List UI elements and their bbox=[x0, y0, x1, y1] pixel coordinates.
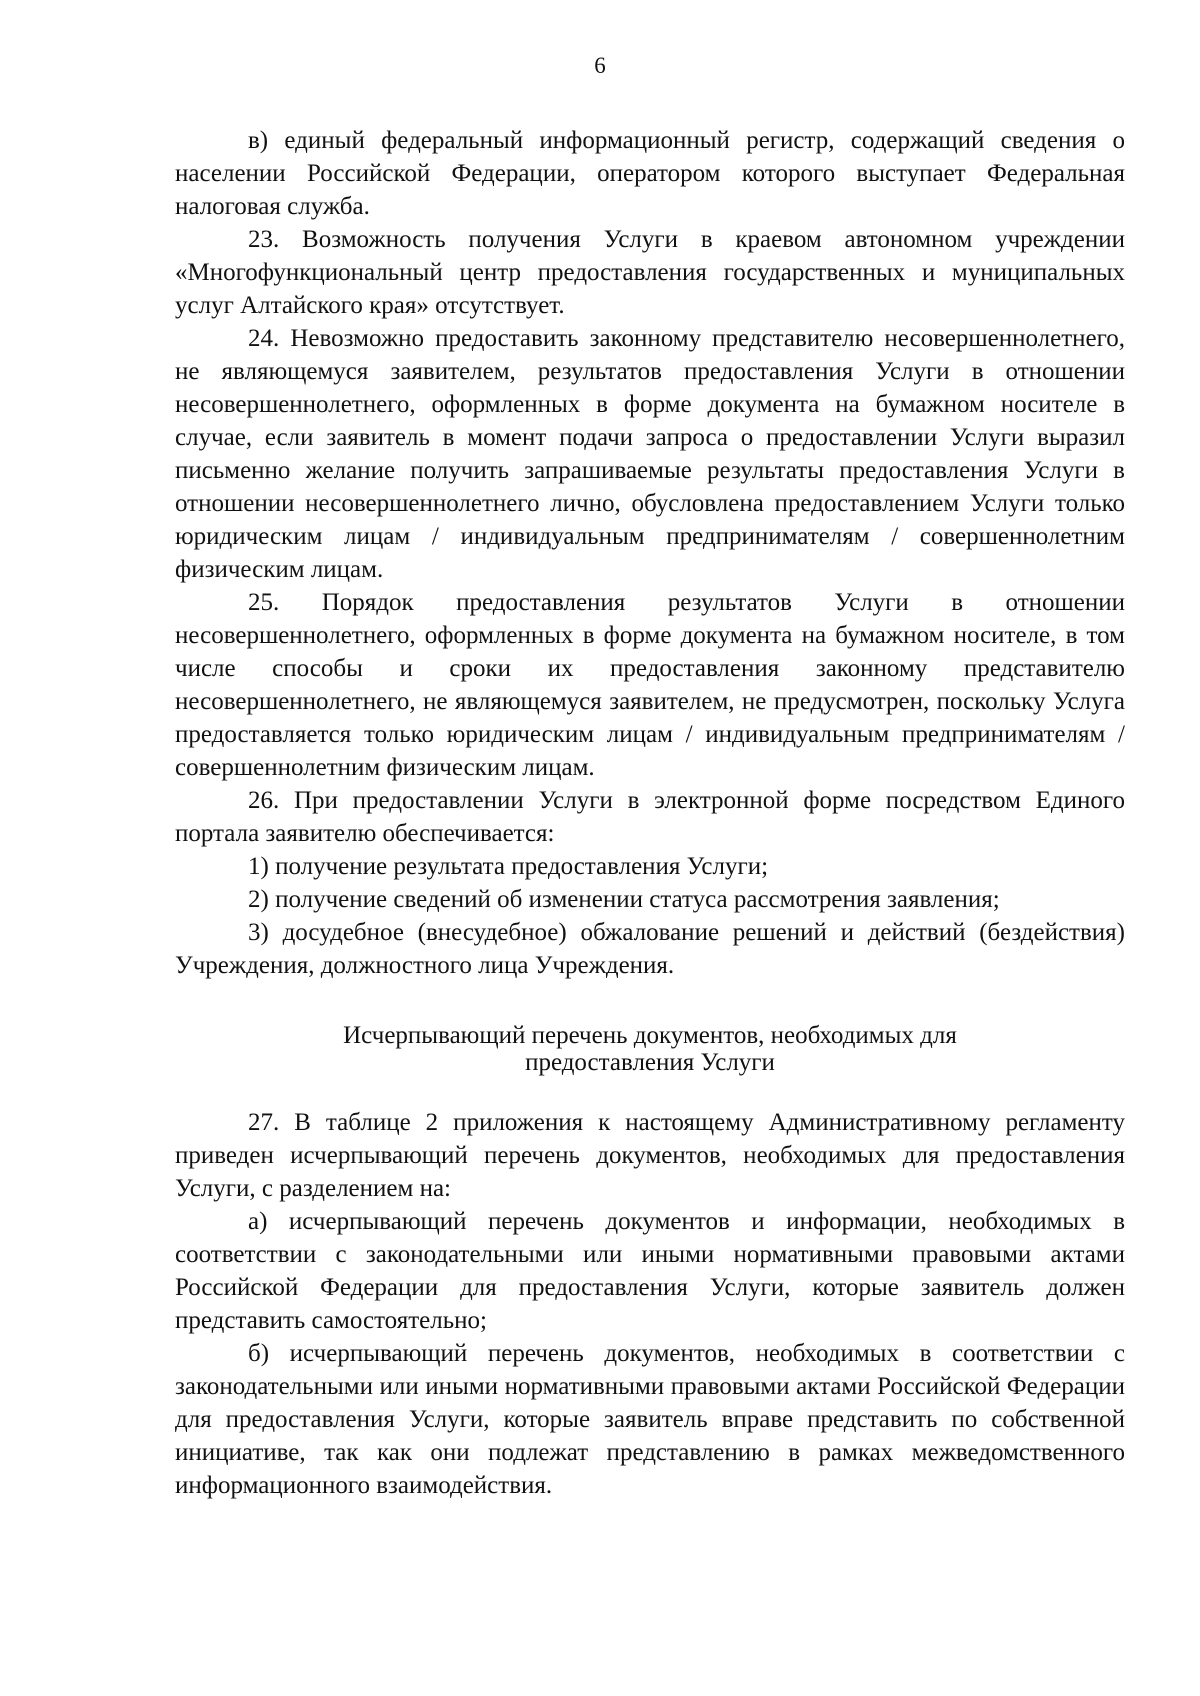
paragraph-24: 24. Невозможно предоставить законному представителю несовершеннолетнего, не являющемуся заявителем, результатов предоставления Услуги в отношении несовершеннолетнего, оформленных в форме документа на бумажном носителе в случае, если заявитель в момент подачи запроса о предоставлении Услуги выразил письменно желание получить запрашиваемые результаты предоставления Услуги в отношении несовершеннолетнего лично, обусловлена предоставлением Услуги только юридическим лицам / индивидуальным предпринимателям / совершеннолетним физическим лицам. bbox=[175, 325, 1125, 583]
paragraph-26-item-2: 2) получение сведений об изменении статуса рассмотрения заявления; bbox=[248, 886, 1000, 913]
paragraph-23: 23. Возможность получения Услуги в краевом автономном учреждении «Многофункциональный центр предоставления государственных и муниципальных услуг Алтайского края» отсутствует. bbox=[175, 226, 1125, 319]
paragraph-25: 25. Порядок предоставления результатов Услуги в отношении несовершеннолетнего, оформленных в форме документа на бумажном носителе, в том числе способы и сроки их предоставления законному представителю несовершеннолетнего, не являющемуся заявителем, не предусмотрен, поскольку Услуга предоставляется только юридическим лицам / индивидуальным предпринимателям / совершеннолетним физическим лицам. bbox=[175, 589, 1125, 781]
page-number: 6 bbox=[594, 53, 606, 78]
paragraph-26-item-1: 1) получение результата предоставления Услуги; bbox=[248, 853, 769, 880]
section-heading bbox=[175, 1022, 1125, 1076]
paragraph-27: 27. В таблице 2 приложения к настоящему Административному регламенту приведен исчерпывающий перечень документов, необходимых для предоставления Услуги, с разделением на: bbox=[175, 1109, 1125, 1202]
section-heading-line-1: Исчерпывающий перечень документов, необходимых для bbox=[343, 1022, 957, 1049]
paragraph-27-a: а) исчерпывающий перечень документов и информации, необходимых в соответствии с законодательными или иными нормативными правовыми актами Российской Федерации для предоставления Услуги, которые заявитель должен представить самостоятельно; bbox=[175, 1208, 1125, 1334]
paragraph-22-v: в) единый федеральный информационный регистр, содержащий сведения о населении Российской Федерации, оператором которого выступает Федеральная налоговая служба. bbox=[175, 127, 1125, 220]
paragraph-26: 26. При предоставлении Услуги в электронной форме посредством Единого портала заявителю обеспечивается: bbox=[175, 787, 1125, 847]
section-heading-line-2: предоставления Услуги bbox=[525, 1049, 775, 1076]
document-body bbox=[175, 124, 1125, 1502]
paragraph-26-item-3: 3) досудебное (внесудебное) обжалование решений и действий (бездействия) Учреждения, должностного лица Учреждения. bbox=[175, 919, 1125, 979]
paragraph-27-b: б) исчерпывающий перечень документов, необходимых в соответствии с законодательными или иными нормативными правовыми актами Российской Федерации для предоставления Услуги, которые заявитель вправе представить по собственной инициативе, так как они подлежат представлению в рамках межведомственного информационного взаимодействия. bbox=[175, 1340, 1125, 1499]
